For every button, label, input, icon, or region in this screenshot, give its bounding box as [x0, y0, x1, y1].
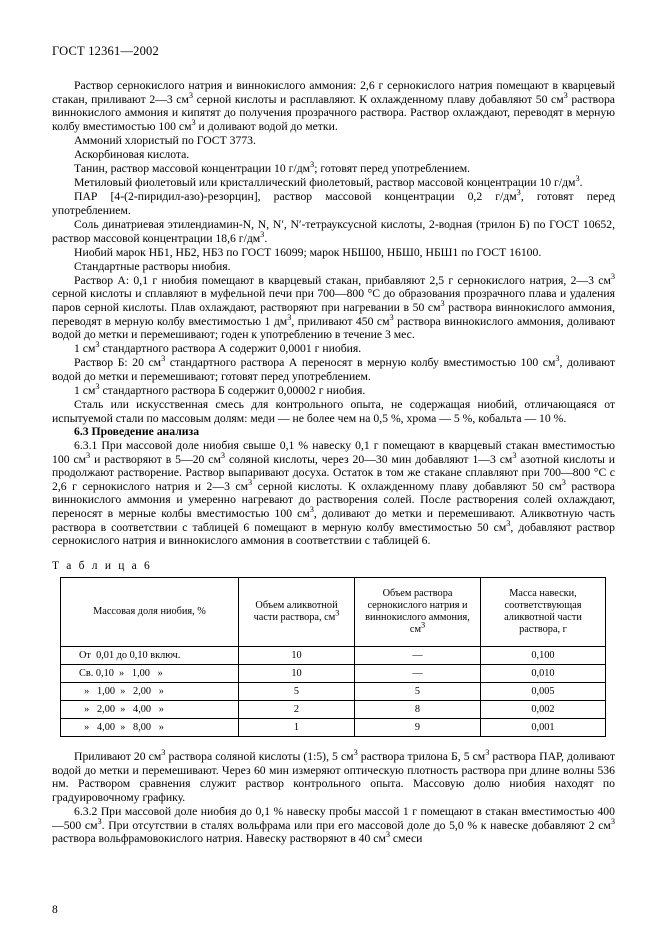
cell-aliquot-volume: 2 — [239, 701, 355, 719]
paragraph-block-before-table — [52, 79, 615, 425]
section-number: 6.3 — [74, 425, 89, 439]
paragraph: Ниобий марок НБ1, НБ2, НБ3 по ГОСТ 16099; марок НБШ00, НБШ0, НБШ1 по ГОСТ 16100. — [74, 245, 542, 259]
cell-mass-fraction: От 0,01 до 0,10 включ. — [61, 647, 239, 665]
nb-mass-fraction-table — [60, 577, 606, 737]
paragraph: Аммоний хлористый по ГОСТ 3773. — [74, 133, 256, 147]
section-title: Проведение анализа — [91, 425, 200, 439]
paragraph: Приливают 20 $см^3$ раствора соляной кислоты (1:5), 5 $см^3$ раствора трилона Б, 5 $см^3$ раствора ПАР, доливают водой до метки и перемешивают. Через 60 мин измеряют оптическую плотность раствора при длине волны 536 нм. Раствором сравнения служит раствор контрольного опыта. Массовую долю ниобия находят по градуировочному графику. — [52, 748, 615, 805]
cell-reagent-volume: 8 — [355, 701, 481, 719]
table-header-row — [61, 578, 606, 647]
cell-reagent-volume: 5 — [355, 683, 481, 701]
table-row — [61, 683, 606, 701]
paragraph: 1 $см^3$ стандартного раствора А содержит 0,0001 г ниобия. — [74, 340, 362, 356]
paragraph-block-after-section — [52, 439, 615, 548]
paragraph: Сталь или искусственная смесь для контрольного опыта, не содержащая ниобий, отличающаяся от испытуемой стали по массовым долям: меди — не более чем на 0,5 %, хрома — 5 %, кобальта — 10 %. — [52, 398, 615, 425]
table-body — [61, 647, 606, 737]
cell-mass-fraction: » 4,00 » 8,00 » — [61, 719, 239, 737]
page-number: 8 — [52, 904, 58, 916]
table-row — [61, 647, 606, 665]
cell-aliquot-volume: 10 — [239, 665, 355, 683]
cell-sample-mass: 0,002 — [481, 701, 606, 719]
paragraph: Раствор сернокислого натрия и виннокислого аммония: 2,6 г сернокислого натрия помещают в кварцевый стакан, приливают 2—3 $см^3$ серной кислоты и расплавляют. К охлажденному плаву добавляют 50 $см^3$ раствора виннокислого аммония и кипятят до получения прозрачного раствора. Раствор охлаждают, переводят в мерную колбу вместимостью 100 $см^3$ и доливают водой до метки. — [52, 79, 615, 133]
cell-mass-fraction: » 1,00 » 2,00 » — [61, 683, 239, 701]
table-caption: Т а б л и ц а 6 — [52, 559, 153, 572]
paragraph-block-after-table — [52, 750, 615, 846]
column-header-aliquot-volume: Объем аликвотной части раствора, $см^3$ — [239, 578, 355, 647]
paragraph: ПАР [4-(2-пиридил-азо)-резорцин], раствор массовой концентрации 0,2 $г/дм^3$, готовят перед употреблением. — [52, 188, 616, 217]
cell-mass-fraction: » 2,00 » 4,00 » — [61, 701, 239, 719]
paragraph: Метиловый фиолетовый или кристаллический фиолетовый, раствор массовой концентрации 10 $г/дм^3$. — [74, 174, 583, 190]
page-header: ГОСТ 12361—2002 — [52, 44, 159, 58]
paragraph: Соль динатриевая этилендиамин-N, N, N′, N′-тетрауксусной кислоты, 2-водная (трилон Б) по ГОСТ 10652, раствор массовой концентрации 18,6 $г/дм^3$. — [52, 217, 615, 245]
cell-sample-mass: 0,001 — [481, 719, 606, 737]
column-header-reagent-volume: Объем раствора сернокислого натрия и виннокислого аммония, $см^3$ — [355, 578, 481, 647]
column-header-mass-fraction: Массовая доля ниобия, % — [61, 578, 239, 647]
paragraph: Стандартные растворы ниобия. — [74, 259, 231, 273]
table-row — [61, 719, 606, 737]
document-body — [52, 79, 615, 846]
paragraph: 6.3.2 При массовой доле ниобия до 0,1 % навеску пробы массой 1 г помещают в стакан вместимостью 400—500 $см^3$. При отсутствии в сталях вольфрама или при его массовой доле до 5,0 % к навеске добавляют 2 $см^3$ раствора вольфрамовокислого натрия. Навеску растворяют в 40 $см^3$ смеси — [52, 805, 615, 846]
cell-aliquot-volume: 1 — [239, 719, 355, 737]
paragraph: Раствор Б: 20 $см^3$ стандартного раствора А переносят в мерную колбу вместимостью 100 $см^3$, доливают водой до метки и перемешивают; готовят перед употреблением. — [52, 354, 615, 383]
table-row — [61, 665, 606, 683]
table-row — [61, 701, 606, 719]
cell-sample-mass: 0,005 — [481, 683, 606, 701]
cell-sample-mass: 0,100 — [481, 647, 606, 665]
cell-aliquot-volume: 5 — [239, 683, 355, 701]
cell-aliquot-volume: 10 — [239, 647, 355, 665]
paragraph: Аскорбиновая кислота. — [74, 147, 190, 161]
paragraph: Раствор А: 0,1 г ниобия помещают в кварцевый стакан, прибавляют 2,5 г сернокислого натрия, 2—3 $см^3$ серной кислоты и сплавляют в муфельной печи при 700—800 °С до образования прозрачного плава и удаления паров серной кислоты. Плав охлаждают, растворяют при нагревании в 50 $см^3$ раствора виннокислого аммония, переводят в мерную колбу вместимостью 1 $дм^3$, приливают 450 $см^3$ раствора виннокислого аммония, доливают водой до метки и перемешивают; годен к употреблению в течение 3 мес. — [52, 271, 616, 342]
cell-reagent-volume: — — [355, 665, 481, 683]
cell-mass-fraction: Св. 0,10 » 1,00 » — [61, 665, 239, 683]
paragraph: 6.3.1 При массовой доле ниобия свыше 0,1 % навеску 0,1 г помещают в кварцевый стакан вместимостью 100 $см^3$ и растворяют в 5—20 $см^3$ соляной кислоты, через 20—30 мин добавляют 1—3 $см^3$ азотной кислоты и продолжают растворение. Раствор выпаривают досуха. Остаток в том же стакане сплавляют при 700—800 °С с 2,6 г сернокислого натрия и 2—3 $см^3$ серной кислоты. К охлажденному плаву добавляют 50 $см^3$ раствора виннокислого аммония и умеренно нагревают до растворения солей. После растворения солей охлаждают, переносят в мерные колбы вместимостью 100 $см^3$, доливают до метки и перемешивают. Аликвотную часть раствора в соответствии с таблицей 6 помещают в мерную колбу вместимостью 50 $см^3$, добавляют раствор сернокислого натрия и виннокислого аммония в соответствии с таблицей 6. — [52, 438, 615, 548]
cell-reagent-volume: — — [355, 647, 481, 665]
cell-reagent-volume: 9 — [355, 719, 481, 737]
paragraph: Танин, раствор массовой концентрации 10 $г/дм^3$; готовят перед употреблением. — [74, 160, 471, 176]
section-heading — [52, 425, 615, 439]
column-header-sample-mass: Масса навески, соответствующая аликвотной части раствора, г — [481, 578, 606, 647]
cell-sample-mass: 0,010 — [481, 665, 606, 683]
paragraph: 1 $см^3$ стандартного раствора Б содержит 0,00002 г ниобия. — [74, 382, 366, 398]
